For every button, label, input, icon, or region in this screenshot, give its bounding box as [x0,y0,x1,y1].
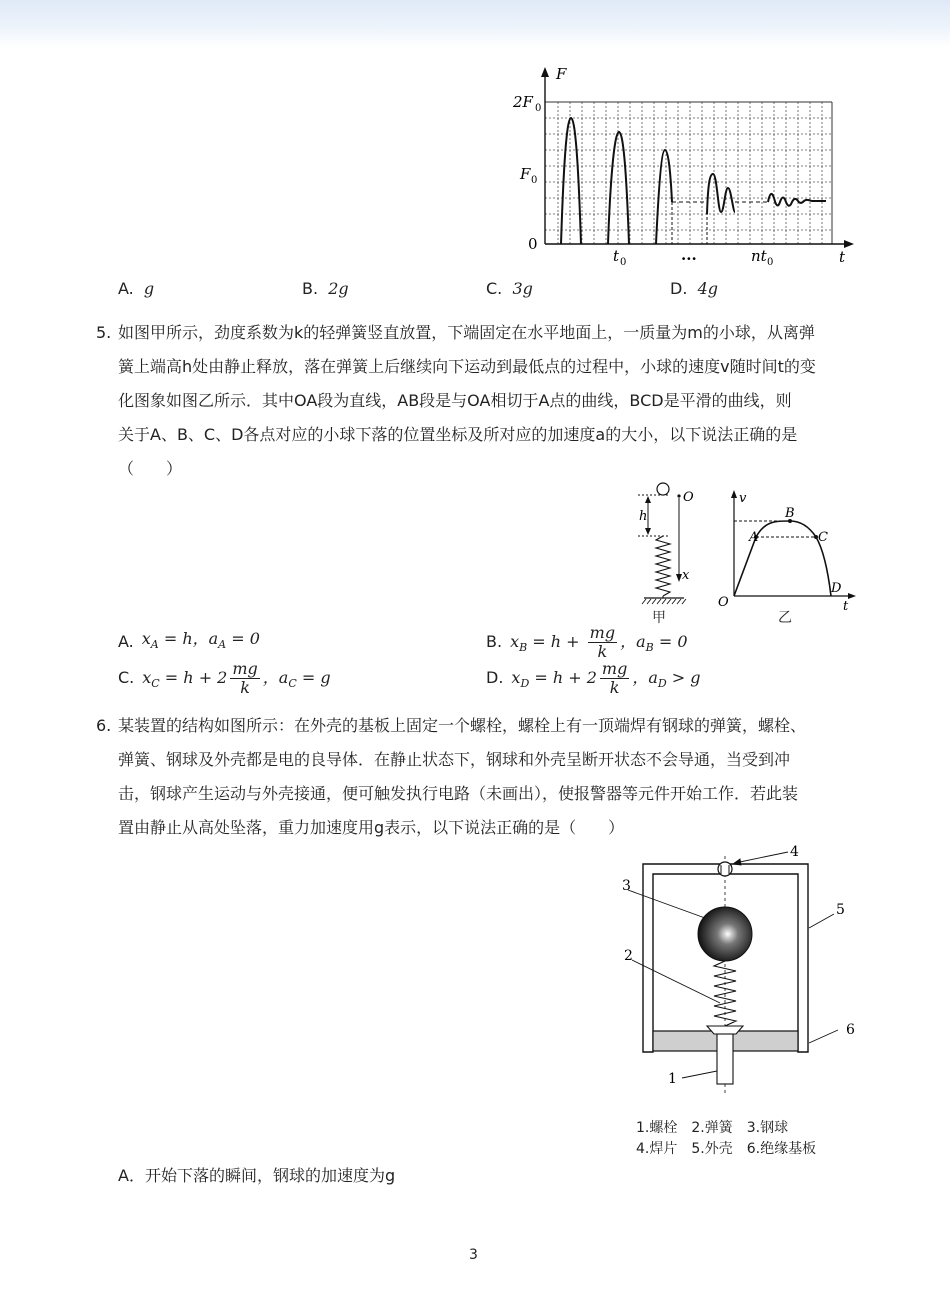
ellipsis-label: ... [681,246,697,264]
q4-option-b[interactable] [302,278,349,300]
t-label: t [843,599,849,612]
fig-num-2: 2 [624,948,633,964]
q5-answer-blank: （ ） [118,459,183,478]
option-letter: B. [302,279,319,298]
option-formula: $x_D = h + 2$ $\frac{mg}{k}$ ，$a_D > g$ [511,658,701,697]
C-label: C [818,530,828,545]
B-label: B [785,506,795,521]
graph-grid [545,102,832,244]
force-curve [561,118,826,244]
tick-label-nt0: nt [751,247,767,265]
device-legend-line-1: 1.螺栓 2.弹簧 3.钢球 [636,1120,789,1136]
q4-option-d[interactable] [670,278,718,300]
fig-num-4: 4 [790,844,799,860]
v-label: v [739,491,747,506]
tick-sub-F0: 0 [531,175,538,186]
q6-stem-line-4: 置由静止从高处坠落，重力加速度用g表示，以下说法正确的是（ ） [118,818,625,837]
q5-number: 5. [96,323,112,342]
q4-option-a[interactable] [118,278,154,300]
ball-icon [657,483,669,495]
y-axis-arrow [541,67,549,77]
fig-num-6: 6 [846,1022,855,1038]
fig-num-3: 3 [622,878,631,894]
spring-coil [656,536,670,596]
solder-tab [718,862,732,876]
page-header-band [0,0,950,48]
page-number: 3 [469,1247,478,1263]
tick-sub-2F0: 0 [535,103,542,114]
bolt-shaft [717,1034,733,1084]
figure-jia-caption: 甲 [652,610,666,626]
option-formula: $x_B = h$ + $\frac{mg}{k}$ ，$a_B = 0$ [510,622,688,661]
q6-stem-line-3: 击，钢球产生运动与外壳接通，便可触发执行电路（未画出），使报警器等元件开始工作．若此装 [118,784,799,803]
figure-yi-caption: 乙 [778,610,792,626]
alarm-device-figure [610,838,860,1100]
q4-option-c[interactable] [486,278,533,300]
q5-option-d[interactable] [486,656,701,700]
option-formula: $x_A = h$，$a_A = 0$ [141,628,260,652]
force-time-graph [500,62,860,272]
tick-label-t0: t [613,247,620,265]
q5-stem-line-4: 关于A、B、C、D各点对应的小球下落的位置坐标及所对应的加速度a的大小，以下说法正确的是 [118,425,798,444]
option-value: 4g [697,279,718,298]
y-axis-label: F [556,65,567,83]
x-label: x [682,568,690,583]
option-letter: B. [486,632,503,651]
q5-option-c[interactable] [118,656,331,700]
tick-label-F0: F [520,165,531,183]
origin-label: 0 [528,235,538,253]
option-letter: C. [118,668,135,687]
option-formula: $x_C = h + 2$ $\frac{mg}{k}$ ，$a_C = g$ [142,658,331,697]
fig-num-1: 1 [668,1071,677,1087]
q5-stem-line-1: 如图甲所示，劲度系数为k的轻弹簧竖直放置，下端固定在水平地面上，一质量为m的小球，从离弹 [118,323,815,342]
bolt-head [707,1026,743,1034]
D-label: D [831,581,842,596]
graph-frame [545,102,832,244]
option-value: 2g [328,279,349,298]
option-letter: A. [118,632,134,651]
option-letter: D. [486,668,504,687]
tick-label-2F0: 2F [513,93,533,111]
q6-stem-line-1: 某装置的结构如图所示：在外壳的基板上固定一个螺栓，螺栓上有一顶端焊有钢球的弹簧，螺栓、 [118,716,807,735]
option-value: g [143,279,155,298]
figure-jia-spring [628,478,708,628]
x-axis-label: t [839,248,846,266]
device-legend-line-2: 4.焊片 5.外壳 6.绝缘基板 [636,1141,817,1157]
q6-stem-line-2: 弹簧、钢球及外壳都是电的良导体．在静止状态下，钢球和外壳呈断开状态不会导通，当受到冲 [118,750,791,769]
steel-ball [698,907,752,961]
q6-number: 6. [96,716,112,735]
q6-option-a[interactable]: A．开始下落的瞬间，钢球的加速度为g [118,1166,396,1185]
fig-num-5: 5 [836,902,845,918]
option-letter: D. [670,279,688,298]
option-letter: A. [118,279,134,298]
origin-O-label: O [718,595,729,610]
x-axis-arrow [844,240,854,248]
q5-stem-line-3: 化图象如图乙所示．其中OA段为直线，AB段是与OA相切于A点的曲线，BCD是平滑的曲线，则 [118,391,792,410]
option-value: 3g [512,279,533,298]
A-label: A [749,530,759,545]
option-letter: C. [486,279,503,298]
O-label: O [683,490,694,505]
figure-yi-velocity-graph [710,486,860,612]
tick-sub-nt0: 0 [767,257,774,268]
q5-stem-line-2: 簧上端高h处由静止释放，落在弹簧上后继续向下运动到最低点的过程中，小球的速度v随时间t的变 [118,357,816,376]
h-label: h [639,509,648,524]
tick-sub-t0: 0 [620,257,627,268]
